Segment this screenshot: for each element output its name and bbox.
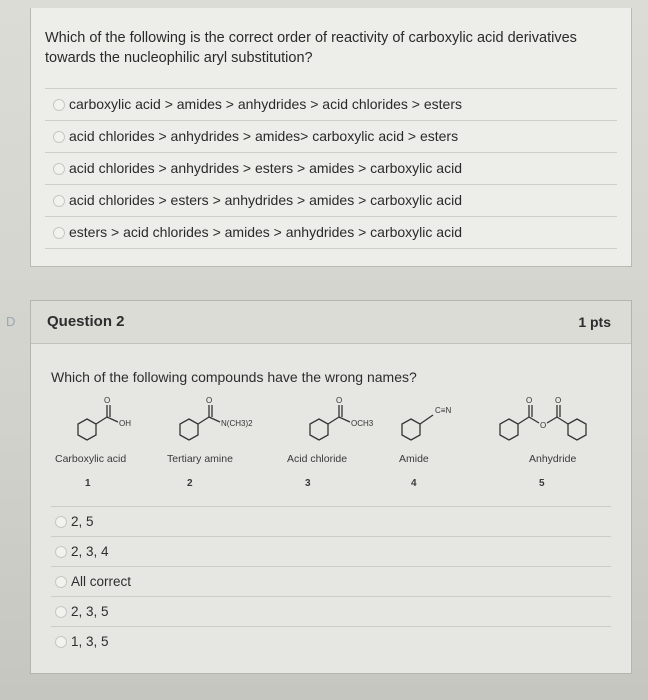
q2-option-2[interactable]	[51, 536, 611, 566]
q2-option-5[interactable]	[51, 626, 611, 656]
question-2-title: Question 2	[47, 313, 125, 330]
radio-button[interactable]	[53, 163, 65, 175]
q1-option-3[interactable]	[45, 152, 617, 184]
q1-option-1[interactable]	[45, 88, 617, 120]
q2-option-label: 2, 3, 5	[71, 604, 109, 619]
q2-option-1[interactable]	[51, 506, 611, 536]
compound-3-name: Acid chloride	[287, 453, 348, 465]
radio-button[interactable]	[53, 99, 65, 111]
question-2-options	[31, 506, 631, 656]
compound-4-number: 4	[411, 478, 417, 489]
compound-2-number: 2	[187, 478, 193, 489]
compound-3-number: 3	[305, 478, 311, 489]
q1-option-2[interactable]	[45, 120, 617, 152]
q1-option-label: acid chlorides > anhydrides > amides> carboxylic acid > esters	[69, 128, 459, 144]
q2-option-label: 2, 5	[71, 514, 94, 529]
radio-button[interactable]	[53, 131, 65, 143]
q1-option-5[interactable]	[45, 216, 617, 249]
question-1-options	[31, 88, 631, 249]
compound-1-group-label: OH	[119, 419, 131, 428]
q2-option-3[interactable]	[51, 566, 611, 596]
radio-button[interactable]	[55, 576, 67, 588]
compound-5-name: Anhydride	[529, 453, 577, 465]
q2-option-label: 1, 3, 5	[71, 634, 109, 649]
compound-1-carbonyl-label: O	[104, 397, 111, 405]
compound-structures	[31, 397, 631, 457]
compound-5-carbonyl-label-left: O	[526, 397, 533, 405]
q1-option-4[interactable]	[45, 184, 617, 216]
question-2-prompt: Which of the following compounds have the wrong names?	[51, 369, 417, 385]
question-1-card	[30, 8, 632, 267]
compound-4-group-label: C≡N	[435, 406, 452, 415]
compound-1-name: Carboxylic acid	[55, 453, 127, 465]
compound-2-carbonyl-label: O	[206, 397, 213, 405]
compound-5-bridge-label: O	[540, 421, 547, 430]
q1-option-label: acid chlorides > anhydrides > esters > amides > carboxylic acid	[69, 160, 462, 176]
compound-5-carbonyl-label-right: O	[555, 397, 562, 405]
compound-5-number: 5	[539, 478, 545, 489]
compound-4-name: Amide	[399, 453, 429, 465]
compound-4-structure	[391, 397, 471, 453]
q1-option-label: carboxylic acid > amides > anhydrides > acid chlorides > esters	[69, 96, 462, 112]
radio-button[interactable]	[55, 516, 67, 528]
compound-2-group-label: N(CH3)2	[221, 419, 253, 428]
radio-button[interactable]	[53, 227, 65, 239]
question-1-prompt: Which of the following is the correct order of reactivity of carboxylic acid derivatives towards the nucleophilic aryl substitution?	[45, 30, 577, 66]
compound-3-structure	[299, 397, 389, 453]
compound-1-structure	[67, 397, 147, 453]
compound-1-number: 1	[85, 478, 91, 489]
q2-option-label: All correct	[71, 574, 132, 589]
question-2-header	[31, 301, 631, 344]
compound-5-structure	[493, 397, 605, 453]
compound-3-carbonyl-label: O	[336, 397, 343, 405]
q2-option-4[interactable]	[51, 596, 611, 626]
radio-button[interactable]	[55, 636, 67, 648]
question-2-card	[30, 300, 632, 674]
q2-option-label: 2, 3, 4	[71, 544, 109, 559]
q1-option-label: esters > acid chlorides > amides > anhydrides > carboxylic acid	[69, 224, 462, 240]
radio-button[interactable]	[55, 546, 67, 558]
compound-2-name: Tertiary amine	[167, 453, 233, 465]
compound-3-group-label: OCH3	[351, 419, 374, 428]
radio-button[interactable]	[55, 606, 67, 618]
compound-2-structure	[169, 397, 269, 453]
question-bookmark-icon[interactable]: D	[6, 314, 16, 329]
question-2-points: 1 pts	[578, 314, 611, 330]
radio-button[interactable]	[53, 195, 65, 207]
q1-option-label: acid chlorides > esters > anhydrides > amides > carboxylic acid	[69, 192, 462, 208]
